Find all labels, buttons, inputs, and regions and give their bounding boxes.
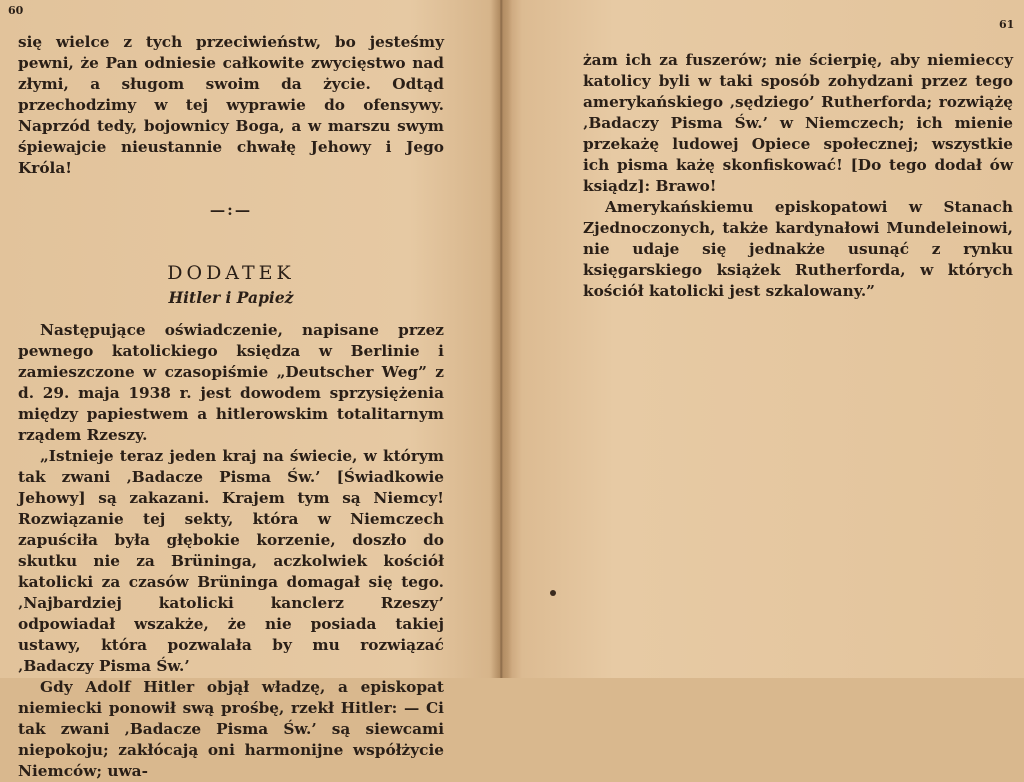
right-page	[503, 0, 1024, 678]
left-text-column	[18, 32, 444, 782]
section-subheading: Hitler i Papież	[168, 288, 294, 307]
left-paragraph-4: Gdy Adolf Hitler objął władzę, a episkopat niemiecki ponowił swą prośbę, rzekł Hitler: — Ci tak zwani ‚Badacze Pisma Św.’ są siewcami niepokoju; zakłócają oni harmonijne współżycie Niemców; uwa-	[18, 678, 444, 780]
left-paragraph-1: się wielce z tych przeciwieństw, bo jesteśmy pewni, że Pan odniesie całkowite zwycięstwo nad złymi, a sługom swoim da życie. Odtąd przechodzimy w tej wyprawie do ofensywy. Naprzód tedy, bojownicy Boga, a w marszu swym śpiewajcie nieustannie chwałę Jehowy i Jego Króla!	[18, 33, 444, 177]
left-page	[0, 0, 497, 780]
right-paragraph-1: żam ich za fuszerów; nie ścierpię, aby niemieccy katolicy byli w taki sposób zohydzani przez tego amerykańskiego ‚sędziego’ Rutherforda; rozwiążę ‚Badaczy Pisma Św.’ w Niemczech; ich mienie przekażę ludowej Opiece społecznej; wszystkie ich pisma każę skonfiskować! [Do tego dodał ów ksiądz]: Brawo!	[583, 51, 1013, 195]
right-paragraph-2: Amerykańskiemu episkopatowi w Stanach Zjednoczonych, także kardynałowi Mundeleinowi, nie udaje się jednakże usunąć z rynku księgarskiego książek Rutherforda, w których kościół katolicki jest szkalowany.”	[583, 198, 1013, 300]
right-text-column	[583, 50, 1013, 302]
left-paragraph-2: Następujące oświadczenie, napisane przez pewnego katolickiego księdza w Berlinie i zamieszczone w czasopiśmie „Deutscher Weg” z d. 29. maja 1938 r. jest dowodem sprzysiężenia między papiestwem a hitlerowskim totalitarnym rządem Rzeszy.	[18, 321, 444, 444]
section-separator: —:—	[209, 201, 253, 219]
page-number-right: 61	[999, 18, 1015, 31]
left-paragraph-3: „Istnieje teraz jeden kraj na świecie, w którym tak zwani ‚Badacze Pisma Św.’ [Świadkowie Jehowy] są zakazani. Krajem tym są Niemcy! Rozwiązanie tej sekty, która w Niemczech zapuściła była głębokie korzenie, doszło do skutku nie za Brüninga, aczkolwiek kościół katolicki za czasów Brüninga domagał się tego. ‚Najbardziej katolicki kanclerz Rzeszy’ odpowiadał wszakże, że nie posiada takiej ustawy, która pozwalała by mu rozwiązać ‚Badaczy Pisma Św.’	[18, 447, 444, 675]
section-heading: DODATEK	[167, 262, 295, 284]
page-number-left: 60	[8, 4, 24, 17]
ink-spot	[550, 590, 556, 596]
